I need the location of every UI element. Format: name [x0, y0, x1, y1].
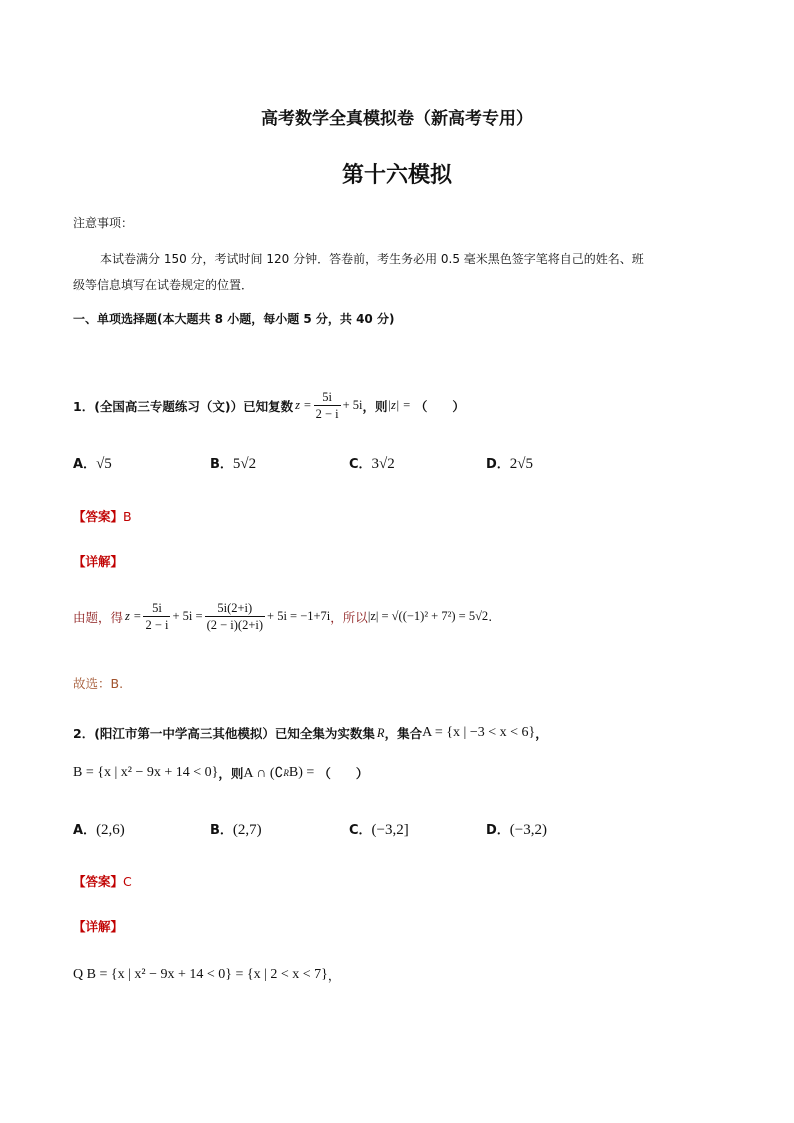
q1-detail-rest: + 5i = −1+7i [267, 609, 331, 623]
q2-R: R [376, 725, 385, 740]
q1-option-b-label: B． [210, 457, 233, 472]
q1-fraction-den: 2 − i [315, 407, 339, 421]
q2-option-b[interactable] [210, 819, 262, 839]
q2-stem-set: ，集合 [384, 726, 423, 741]
q2-detail-tag: 【详解】 [73, 919, 124, 934]
q1-fraction-num: 5i [322, 390, 332, 404]
q2-detail-expr: Q B = {x | x² − 9x + 14 < 0} = {x | 2 < x < 7} [73, 967, 328, 982]
q2-answer-tag: 【答案】 [73, 874, 124, 889]
q1-fraction [314, 389, 341, 422]
q1-stem-prefix: 1．(全国高三专题练习（文)）已知复数 [73, 398, 294, 414]
q2-option-d-value: (−3,2) [509, 822, 547, 838]
q1-detail-prefix: 由题，得 [73, 609, 124, 625]
q1-detail-tag: 【详解】 [73, 554, 124, 569]
q2-stem-prefix: 2．(阳江市第一中学高三其他模拟）已知全集为实数集 [73, 726, 375, 741]
q2-option-d-label: D． [486, 823, 510, 838]
q1-abs: |z| = [387, 398, 411, 412]
q1-z: z = [295, 398, 312, 412]
q1-paren: （ ） [414, 398, 465, 414]
q1-option-d-value: 2√5 [509, 456, 534, 472]
q1-option-d[interactable] [486, 453, 533, 473]
q2-option-c-label: C． [349, 823, 372, 838]
q1-detail-frac1-den: 2 − i [145, 618, 169, 632]
q2-option-d[interactable] [486, 819, 547, 839]
q1-option-c-label: C． [349, 457, 372, 472]
q1-option-c[interactable] [349, 453, 395, 473]
q2-paren: （ ） [318, 766, 369, 781]
q1-conclusion: 故选：B. [73, 676, 124, 691]
q1-stem-suffix: ，则 [362, 398, 388, 414]
notice-line-2: 级等信息填写在试卷规定的位置． [73, 278, 254, 292]
q2-set-B: B = {x | x² − 9x + 14 < 0} [73, 765, 219, 780]
q2-option-a-label: A． [73, 823, 97, 838]
q1-answer [73, 507, 132, 525]
q1-option-b-value: 5√2 [232, 456, 257, 472]
q2-option-c[interactable] [349, 819, 409, 839]
q2-option-b-value: (2,7) [232, 822, 262, 838]
q2-line2-mid: ，则 [218, 766, 244, 781]
question-1-stem [73, 389, 465, 422]
q2-answer [73, 872, 132, 890]
q2-expr-end: B) = [288, 765, 315, 780]
q1-detail-line [73, 600, 492, 633]
q2-detail-end: ， [327, 968, 341, 983]
notice-line-1: 本试卷满分 150 分，考试时间 120 分钟．答卷前，考生务必用 0.5 毫米黑色签字笔将自己的姓名、班 [100, 252, 644, 266]
q2-option-a[interactable] [73, 819, 125, 839]
exam-title: 高考数学全真模拟卷（新高考专用） [261, 109, 533, 129]
q1-option-b[interactable] [210, 453, 256, 473]
section-heading: 一、单项选择题(本大题共 8 小题，每小题 5 分，共 40 分) [73, 312, 395, 326]
q1-detail-frac2-num: 5i(2+i) [217, 601, 253, 615]
q2-option-c-value: (−3,2] [371, 822, 409, 838]
q1-option-a-label: A． [73, 457, 97, 472]
q2-expr: A ∩ (∁ [243, 765, 284, 781]
q2-answer-value: C [123, 874, 132, 889]
q1-detail-z: z = [125, 609, 142, 623]
q1-option-a[interactable] [73, 453, 112, 473]
q1-detail-frac2 [205, 600, 265, 633]
question-2-stem [73, 724, 548, 742]
q2-stem-comma: ， [535, 726, 548, 741]
q1-option-d-label: D． [486, 457, 510, 472]
q1-detail-frac1 [143, 600, 170, 633]
q2-set-A: A = {x | −3 < x < 6} [422, 725, 536, 740]
notice-label: 注意事项： [73, 216, 134, 230]
q1-detail-plus1: + 5i = [172, 609, 203, 623]
q1-answer-tag: 【答案】 [73, 509, 124, 524]
q1-option-a-value: √5 [96, 456, 112, 472]
question-2-line-2 [73, 764, 368, 782]
q1-option-c-value: 3√2 [371, 456, 395, 472]
q2-expr-sub: R [283, 768, 289, 778]
exam-subtitle: 第十六模拟 [341, 163, 452, 188]
q2-option-a-value: (2,6) [96, 822, 125, 838]
q1-detail-frac2-den: (2 − i)(2+i) [206, 618, 264, 632]
q1-answer-value: B [123, 509, 132, 524]
q1-plus: + 5i [342, 398, 363, 412]
q1-detail-abs: |z| = √((−1)² + 7²) = 5√2 [367, 609, 489, 623]
q2-option-b-label: B． [210, 823, 233, 838]
q1-detail-end: . [488, 609, 493, 624]
q1-detail-so: ，所以 [330, 609, 368, 625]
q2-detail-line [73, 966, 340, 984]
q1-detail-frac1-num: 5i [152, 601, 162, 615]
